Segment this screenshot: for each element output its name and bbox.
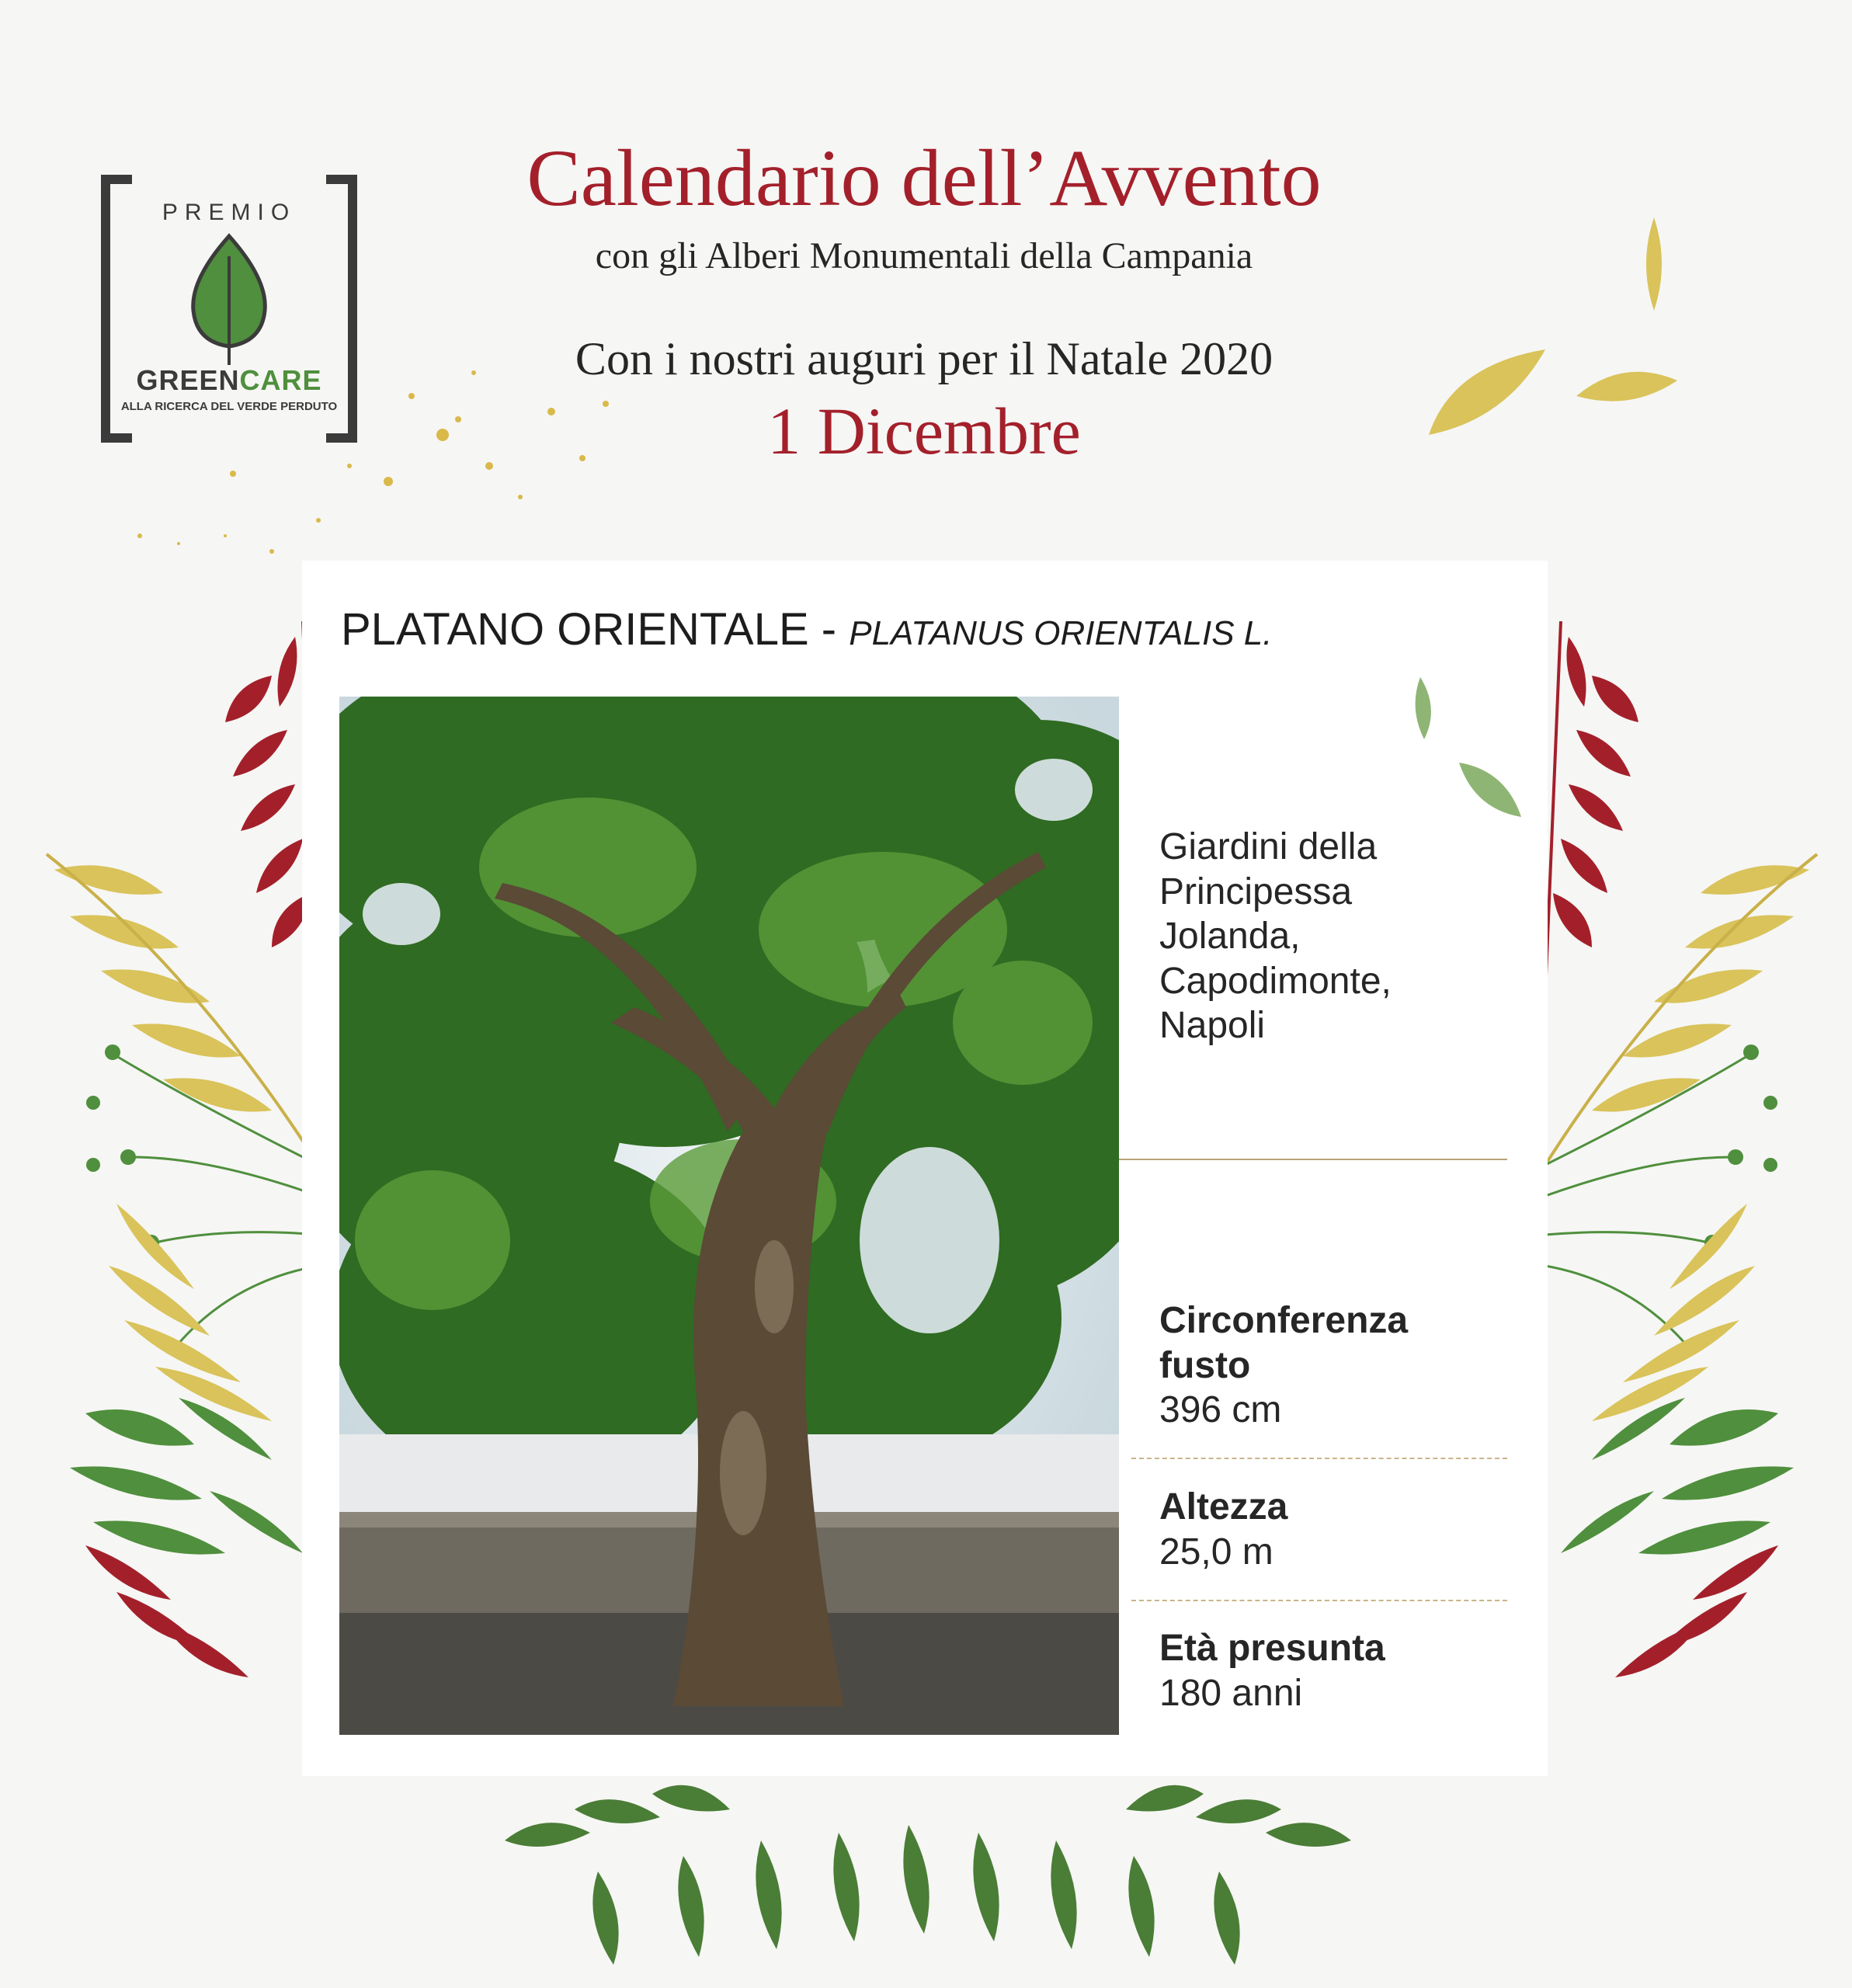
stat-value: 180 anni [1159, 1672, 1303, 1714]
location-line: Capodimonte, [1159, 960, 1392, 1002]
page-title: Calendario dell’Avvento [526, 134, 1322, 223]
logo-brand-care: CARE [239, 364, 322, 396]
divider [1119, 1159, 1507, 1160]
logo-brand [101, 364, 357, 397]
stat-value: 25,0 m [1159, 1531, 1273, 1573]
dashed-divider [1131, 1600, 1507, 1601]
location-line: Principessa [1159, 871, 1353, 912]
stat-label: Altezza [1159, 1486, 1288, 1527]
stat-label: Età presunta [1159, 1628, 1385, 1669]
stat-value: 396 cm [1159, 1389, 1282, 1431]
right-foliage-decoration [1545, 621, 1825, 1693]
location-text [1159, 825, 1485, 1048]
logo-tagline: ALLA RICERCA DEL VERDE PERDUTO [120, 400, 338, 413]
dashed-divider [1131, 1458, 1507, 1459]
page-subtitle: con gli Alberi Monumentali della Campania [595, 235, 1253, 276]
logo-premio-text: PREMIO [162, 200, 297, 225]
scientific-name: PLATANUS ORIENTALIS L. [849, 614, 1273, 652]
common-name: PLATANO ORIENTALE [341, 604, 809, 655]
bottom-leaves-decoration [497, 1763, 1359, 1980]
calendar-date: 1 Dicembre [767, 394, 1081, 468]
stat-height [1159, 1485, 1485, 1574]
name-separator: - [808, 604, 850, 655]
yellow-leaves-decoration [1421, 210, 1716, 443]
christmas-greeting: Con i nostri auguri per il Natale 2020 [575, 333, 1273, 384]
leaf-icon [190, 233, 268, 369]
tree-photo [339, 697, 1119, 1735]
location-line: Jolanda, [1159, 916, 1301, 958]
greencare-logo [101, 175, 357, 443]
stat-label: Circonferenza fusto [1159, 1300, 1409, 1386]
green-leaves-decoration [1405, 677, 1529, 832]
stat-circumference [1159, 1298, 1485, 1433]
logo-brand-green: GREEN [136, 364, 240, 396]
left-foliage-decoration [39, 621, 318, 1693]
tree-name-heading [341, 603, 1273, 655]
location-line: Napoli [1159, 1005, 1266, 1047]
location-line: Giardini della [1159, 826, 1378, 867]
tree-card [302, 561, 1548, 1776]
stat-age [1159, 1626, 1485, 1715]
